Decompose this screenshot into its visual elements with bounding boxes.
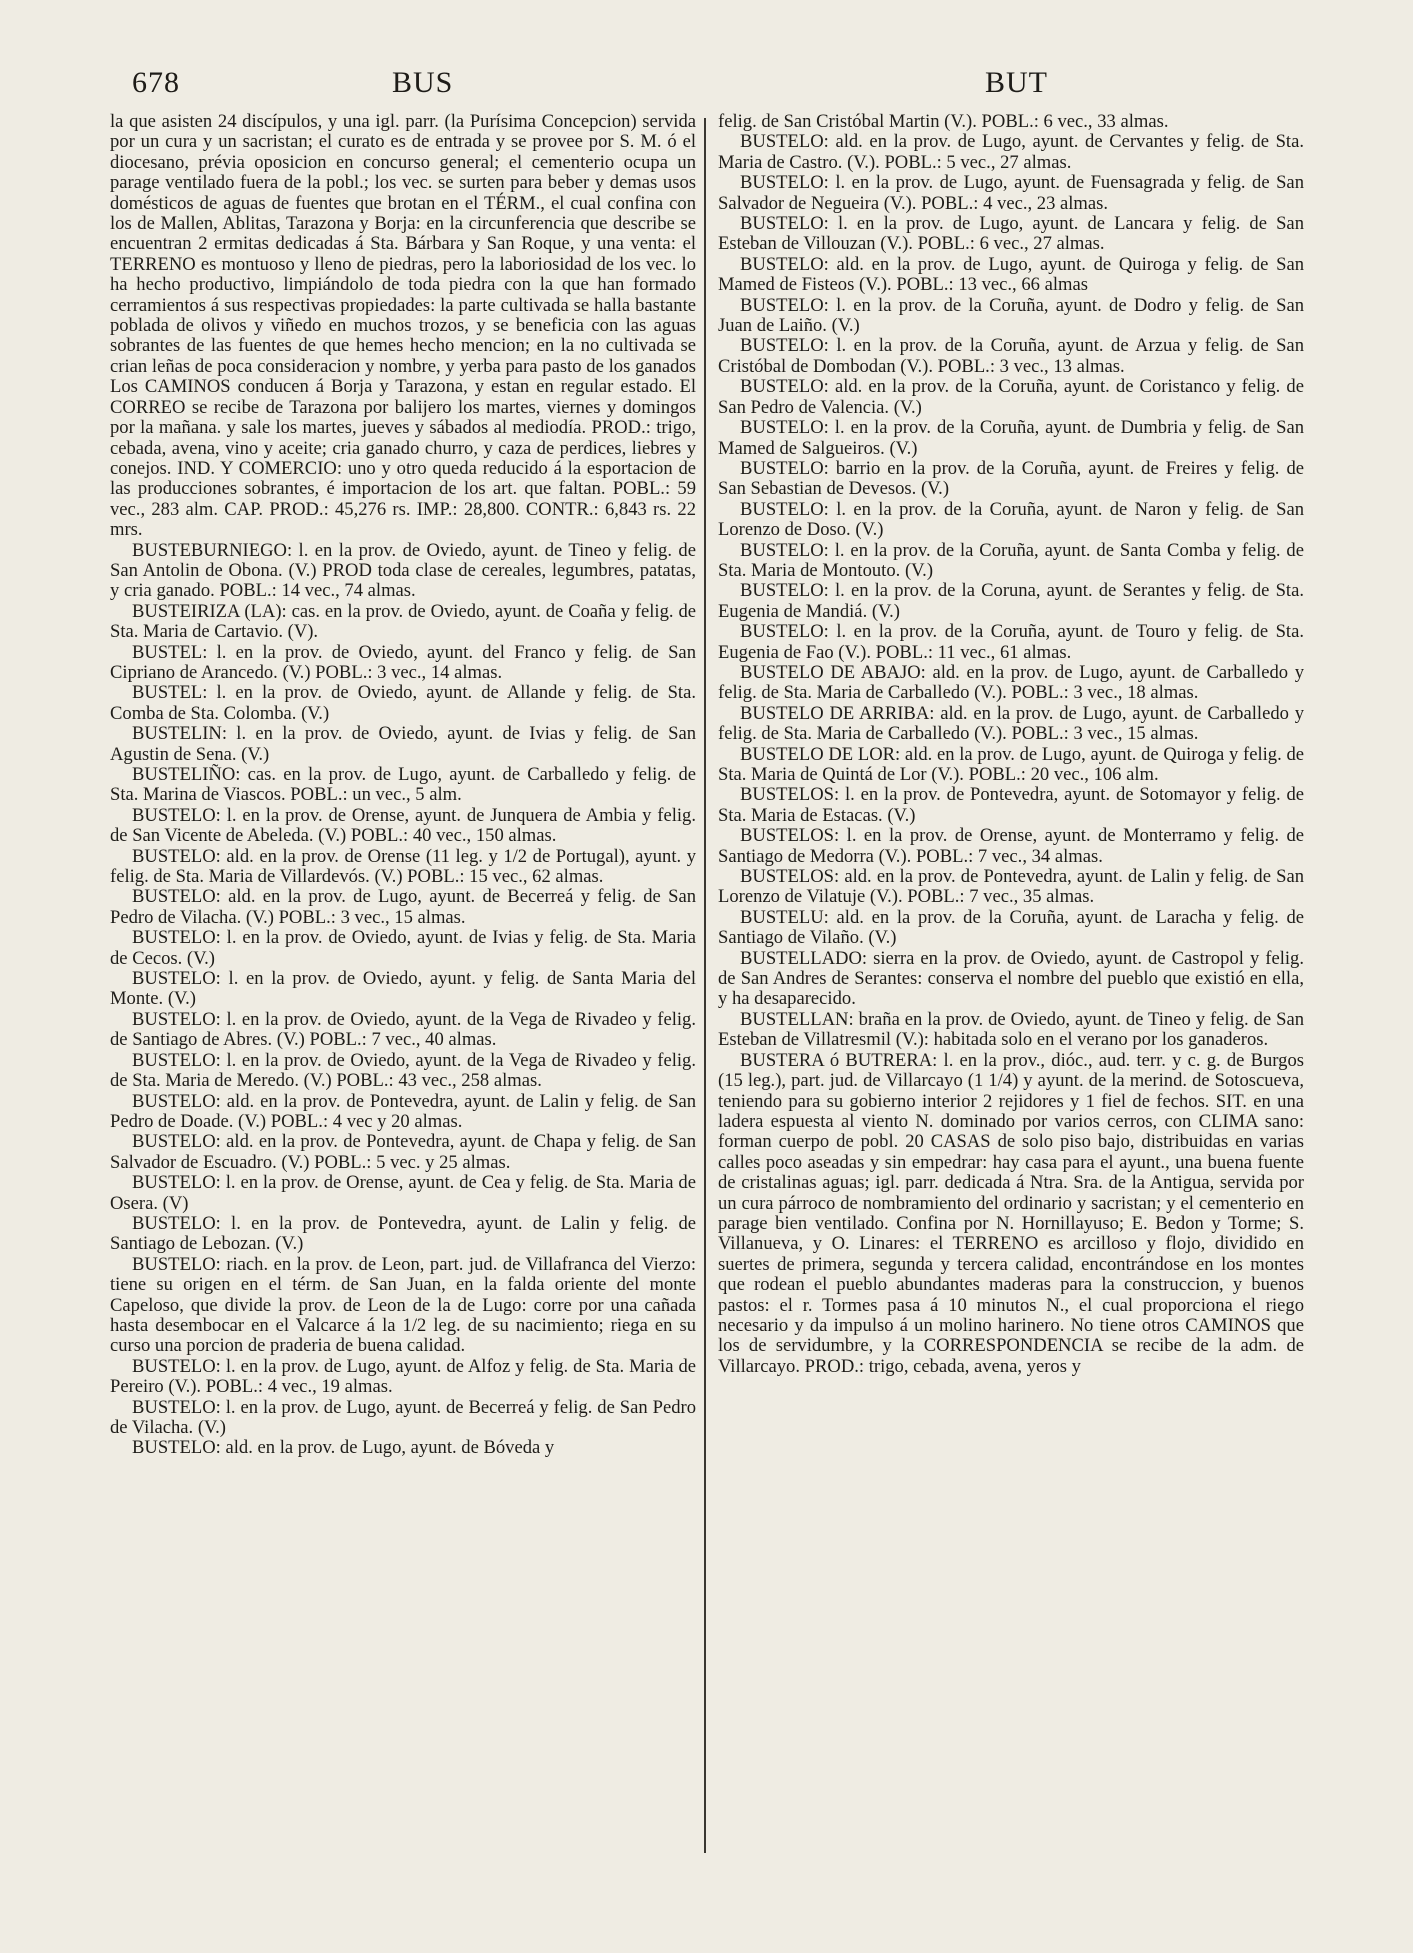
entry-paragraph: BUSTELO DE LOR: ald. en la prov. de Lugo, ayunt. de Quiroga y felig. de Sta. Maria de Quintá de Lor (V.). POBL.: 20 vec., 106 alm. xyxy=(718,743,1304,785)
entry-paragraph: BUSTELO: l. en la prov. de la Coruña, ayunt. de Arzua y felig. de San Cristóbal de Dombodan (V.). POBL.: 3 vec., 13 almas. xyxy=(718,335,1304,377)
entry-paragraph: BUSTELO: ald. en la prov. de Lugo, ayunt. de Becerreá y felig. de San Pedro de Vilacha. (V.) POBL.: 3 vec., 15 almas. xyxy=(110,886,696,928)
entry-paragraph: BUSTELO: l. en la prov. de Pontevedra, ayunt. de Lalin y felig. de Santiago de Lebozan. (V.) xyxy=(110,1212,696,1255)
entry-paragraph: BUSTELO DE ARRIBA: ald. en la prov. de Lugo, ayunt. de Carballedo y felig. de Sta. Maria de Carballedo (V.). POBL.: 3 vec., 15 almas. xyxy=(718,702,1304,745)
page-number: 678 xyxy=(132,66,180,99)
entry-paragraph: BUSTEBURNIEGO: l. en la prov. de Oviedo, ayunt. de Tineo y felig. de San Antolin de Obona. (V.) PROD toda clase de cereales, legumbres, patatas, y cria ganado. POBL.: 14 vec., 74 almas. xyxy=(110,539,696,602)
right-column xyxy=(718,112,1304,1377)
entry-paragraph: BUSTELOS: ald. en la prov. de Pontevedra, ayunt. de Lalin y felig. de San Lorenzo de Vilatuje (V.). POBL.: 7 vec., 35 almas. xyxy=(718,866,1304,908)
entry-paragraph: BUSTELO: ald. en la prov. de Pontevedra, ayunt. de Chapa y felig. de San Salvador de Escuadro. (V.) POBL.: 5 vec. y 25 almas. xyxy=(110,1131,696,1173)
entry-paragraph: BUSTELO: l. en la prov. de Oviedo, ayunt. y felig. de Santa Maria del Monte. (V.) xyxy=(110,968,696,1010)
entry-paragraph: BUSTELO: l. en la prov. de Orense, ayunt. de Junquera de Ambia y felig. de San Vicente de Abeleda. (V.) POBL.: 40 vec., 150 almas. xyxy=(110,804,696,847)
entry-paragraph: BUSTELO: l. en la prov. de Oviedo, ayunt. de la Vega de Rivadeo y felig. de Sta. Maria de Meredo. (V.) POBL.: 43 vec., 258 almas. xyxy=(110,1049,696,1092)
entry-paragraph: BUSTELO: l. en la prov. de Orense, ayunt. de Cea y felig. de Sta. Maria de Osera. (V) xyxy=(110,1172,696,1214)
entry-paragraph: BUSTELO: ald. en la prov. de Pontevedra, ayunt. de Lalin y felig. de San Pedro de Doade. (V.) POBL.: 4 vec y 20 almas. xyxy=(110,1090,696,1132)
entry-paragraph: BUSTERA ó BUTRERA: l. en la prov., dióc., aud. terr. y c. g. de Burgos (15 leg.), part. jud. de Villarcayo (1 1/4) y ayunt. de la merind. de Sotoscueva, teniendo para su gobierno interior 2 rejidores y 1 fiel de fechos. SIT. en una ladera espuesta al viento N. dominado por varios cerros, con CLIMA sano: forman cuerpo de pobl. 20 CASAS de solo piso bajo, distribuidas en varias calles poco aseadas y sin empedrar: hay casa para el ayunt., una buena fuente de cristalinas aguas; igl. parr. dedicada á Ntra. Sra. de la Antigua, servida por un cura párroco de nombramiento del ordinario y sacristan; y el cementerio en parage bien ventilado. Confina por N. Hornillayuso; E. Bedon y Torme; S. Villanueva, y O. Linares: el TERRENO es arcilloso y flojo, dividido en suertes de primera, segunda y tercera calidad, encontrándose en los montes que rodean el pueblo abundantes maderas para la construccion, y buenos pastos: el r. Tormes pasa á 10 minutos N., el cual proporciona el riego necesario y da impulso á un molino harinero. No tiene otros CAMINOS que los de servidumbre, y la CORRESPONDENCIA se recibe de la adm. de Villarcayo. PROD.: trigo, cebada, avena, yeros y xyxy=(718,1049,1304,1377)
right-running-head: BUT xyxy=(985,66,1048,99)
entry-paragraph: BUSTELOS: l. en la prov. de Orense, ayunt. de Monterramo y felig. de Santiago de Medorra (V.). POBL.: 7 vec., 34 almas. xyxy=(718,825,1304,867)
entry-paragraph: BUSTELO: ald. en la prov. de la Coruña, ayunt. de Coristanco y felig. de San Pedro de Valencia. (V.) xyxy=(718,376,1304,418)
entry-paragraph: BUSTELO: barrio en la prov. de la Coruña, ayunt. de Freires y felig. de San Sebastian de Devesos. (V.) xyxy=(718,457,1304,500)
entry-paragraph: BUSTEL: l. en la prov. de Oviedo, ayunt. de Allande y felig. de Sta. Comba de Sta. Colomba. (V.) xyxy=(110,682,696,724)
entry-paragraph: la que asisten 24 discípulos, y una igl. parr. (la Purísima Concepcion) servida por un cura y un sacristan; el curato es de entrada y se provee por S. M. ó el diocesano, prévia oposicion en concurso general; el cementerio ocupa un parage ventilado fuera de la pobl.; los vec. se surten para beber y demas usos domésticos de aguas de fuentes que brotan en el TÉRM., el cual confina con los de Mallen, Ablitas, Tarazona y Borja: en la circunferencia que describe se encuentran 2 ermitas dedicadas á Sta. Bárbara y San Roque, y una venta: el TERRENO es montuoso y lleno de piedras, pero la laboriosidad de los vec. lo ha hecho productivo, limpiándolo de toda piedra con la que han formado cerramientos á sus respectivas propiedades: la parte cultivada se halla bastante poblada de olivos y viñedo en muchos trozos, y se beneficia con las aguas sobrantes de las fuentes de que hemes hecho mencion; en la no cultivada se crian leñas de poca consideracion y nombre, y yerba para pasto de los ganados Los CAMINOS conducen á Borja y Tarazona, y estan en regular estado. El CORREO se recibe de Tarazona por balijero los martes, viernes y domingos por la mañana. y sale los martes, jueves y sábados al mediodía. PROD.: trigo, cebada, avena, vino y aceite; cria ganado churro, y caza de perdices, liebres y conejos. IND. Y COMERCIO: uno y otro queda reducido á la esportacion de las producciones sobrantes, é importacion de los art. que faltan. POBL.: 59 vec., 283 alm. CAP. PROD.: 45,276 rs. IMP.: 28,800. CONTR.: 6,843 rs. 22 mrs. xyxy=(110,111,696,541)
entry-paragraph: BUSTELO DE ABAJO: ald. en la prov. de Lugo, ayunt. de Carballedo y felig. de Sta. Maria de Carballedo (V.). POBL.: 3 vec., 18 almas. xyxy=(718,661,1304,704)
entry-paragraph: BUSTELOS: l. en la prov. de Pontevedra, ayunt. de Sotomayor y felig. de Sta. Maria de Estacas. (V.) xyxy=(718,784,1304,826)
entry-paragraph: BUSTELO: l. en la prov. de Lugo, ayunt. de Alfoz y felig. de Sta. Maria de Pereiro (V.). POBL.: 4 vec., 19 almas. xyxy=(110,1355,696,1398)
entry-paragraph: BUSTELO: l. en la prov. de Oviedo, ayunt. de la Vega de Rivadeo y felig. de Santiago de Abres. (V.) POBL.: 7 vec., 40 almas. xyxy=(110,1008,696,1051)
entry-paragraph: BUSTELO: ald. en la prov. de Orense (11 leg. y 1/2 de Portugal), ayunt. y felig. de Sta. Maria de Villardevós. (V.) POBL.: 15 vec., 62 almas. xyxy=(110,845,696,888)
entry-paragraph: BUSTELO: l. en la prov. de la Coruña, ayunt. de Naron y felig. de San Lorenzo de Doso. (V.) xyxy=(718,498,1304,541)
column-divider xyxy=(704,118,706,1853)
entry-paragraph: BUSTELO: ald. en la prov. de Lugo, ayunt. de Bóveda y xyxy=(132,1437,555,1459)
entry-paragraph: BUSTELO: l. en la prov. de Lugo, ayunt. de Fuensagrada y felig. de San Salvador de Negueira (V.). POBL.: 4 vec., 23 almas. xyxy=(718,172,1304,214)
entry-paragraph: BUSTELIN: l. en la prov. de Oviedo, ayunt. de Ivias y felig. de San Agustin de Sena. (V.) xyxy=(110,723,696,765)
entry-paragraph: BUSTELU: ald. en la prov. de la Coruña, ayunt. de Laracha y felig. de Santiago de Vilaño. (V.) xyxy=(718,906,1304,949)
entry-paragraph: BUSTELO: ald. en la prov. de Lugo, ayunt. de Quiroga y felig. de San Mamed de Fisteos (V.). POBL.: 13 vec., 66 almas xyxy=(718,253,1304,296)
entry-paragraph: felig. de San Cristóbal Martin (V.). POBL.: 6 vec., 33 almas. xyxy=(718,111,1169,132)
entry-paragraph: BUSTELO: riach. en la prov. de Leon, part. jud. de Villafranca del Vierzo: tiene su origen en el térm. de San Juan, en la falda oriente del monte Capeloso, que divide la prov. de Leon de la de Lugo: corre por una cañada hasta desembocar en el Valcarce á la 1/2 leg. de su nacimiento; riega en su curso una porcion de praderia de buena calidad. xyxy=(110,1253,696,1357)
entry-paragraph: BUSTELO: l. en la prov. de Lugo, ayunt. de Becerreá y felig. de San Pedro de Vilacha. (V.) xyxy=(110,1396,696,1438)
entry-paragraph: BUSTELLADO: sierra en la prov. de Oviedo, ayunt. de Castropol y felig. de San Andres de Serantes: conserva el nombre del pueblo que existió en ella, y ha desaparecido. xyxy=(718,947,1304,1010)
entry-paragraph: BUSTEIRIZA (LA): cas. en la prov. de Oviedo, ayunt. de Coaña y felig. de Sta. Maria de Cartavio. (V). xyxy=(110,600,696,643)
left-column xyxy=(110,112,696,1459)
entry-paragraph: BUSTELO: l. en la prov. de la Coruña, ayunt. de Dodro y felig. de San Juan de Laiño. (V.) xyxy=(718,294,1304,337)
entry-paragraph: BUSTELO: l. en la prov. de la Coruña, ayunt. de Touro y felig. de Sta. Eugenia de Fao (V.). POBL.: 11 vec., 61 almas. xyxy=(718,621,1304,663)
entry-paragraph: BUSTELO: l. en la prov. de Lugo, ayunt. de Lancara y felig. de San Esteban de Villouzan (V.). POBL.: 6 vec., 27 almas. xyxy=(718,213,1304,255)
left-running-head: BUS xyxy=(392,66,454,99)
entry-paragraph: BUSTELO: l. en la prov. de la Coruña, ayunt. de Dumbria y felig. de San Mamed de Salgueiros. (V.) xyxy=(718,417,1304,459)
entry-paragraph: BUSTELIÑO: cas. en la prov. de Lugo, ayunt. de Carballedo y felig. de Sta. Marina de Viascos. POBL.: un vec., 5 alm. xyxy=(110,764,696,806)
entry-paragraph: BUSTELLAN: braña en la prov. de Oviedo, ayunt. de Tineo y felig. de San Esteban de Villatresmil (V.): habitada solo en el verano por los ganaderos. xyxy=(718,1008,1304,1051)
entry-paragraph: BUSTELO: l. en la prov. de la Coruna, ayunt. de Serantes y felig. de Sta. Eugenia de Mandiá. (V.) xyxy=(718,580,1304,622)
entry-paragraph: BUSTELO: ald. en la prov. de Lugo, ayunt. de Cervantes y felig. de Sta. Maria de Castro. (V.). POBL.: 5 vec., 27 almas. xyxy=(718,131,1304,173)
entry-paragraph: BUSTELO: l. en la prov. de Oviedo, ayunt. de Ivias y felig. de Sta. Maria de Cecos. (V.) xyxy=(110,927,696,969)
entry-paragraph: BUSTEL: l. en la prov. de Oviedo, ayunt. del Franco y felig. de San Cipriano de Arancedo. (V.) POBL.: 3 vec., 14 almas. xyxy=(110,641,696,683)
entry-paragraph: BUSTELO: l. en la prov. de la Coruña, ayunt. de Santa Comba y felig. de Sta. Maria de Montouto. (V.) xyxy=(718,539,1304,581)
